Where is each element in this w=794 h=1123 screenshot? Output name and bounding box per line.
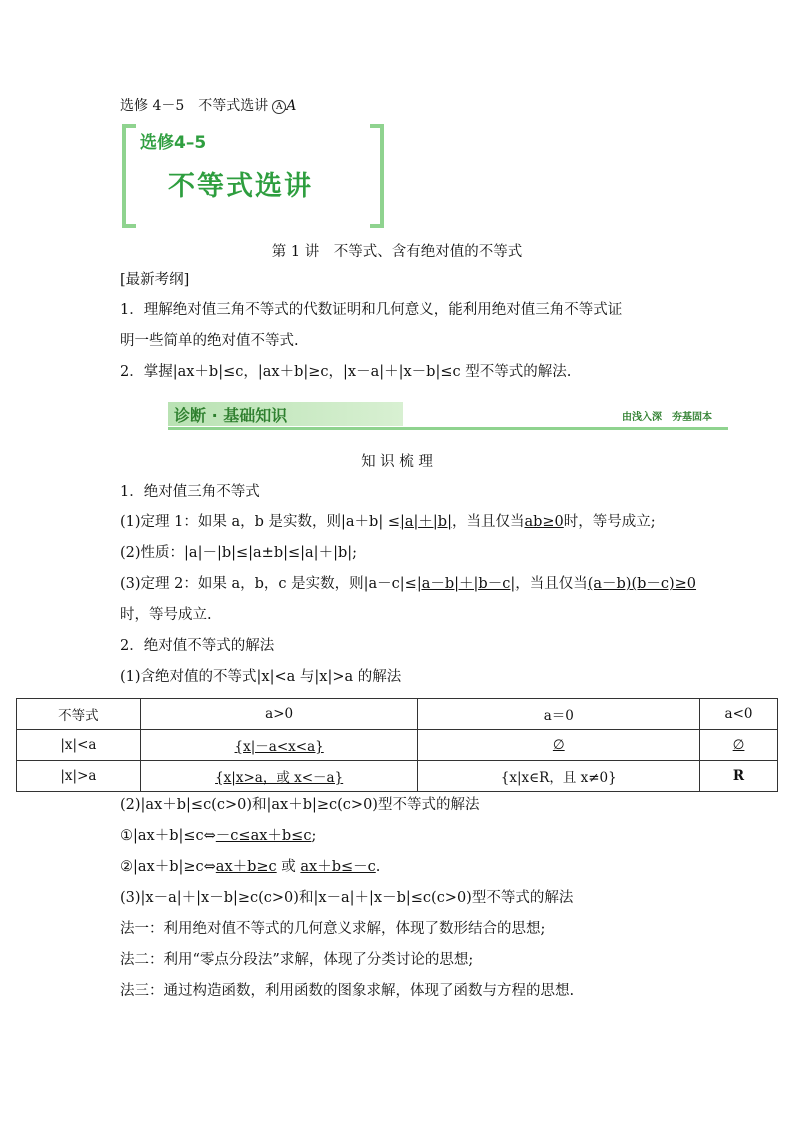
- table-header: a＝0: [418, 699, 700, 730]
- section-bar: [168, 402, 728, 430]
- page-header: 选修 4－5 不等式选讲 A A: [120, 98, 297, 114]
- p3-sub2: (2)|ax＋b|≤c(c>0)和|ax＋b|≥c(c>0)型不等式的解法: [120, 797, 480, 813]
- table-cell: ∅: [700, 730, 778, 761]
- theorem2: (3)定理 2：如果 a，b，c 是实数，则|a－c|≤|a－b|＋|b－c|，当且仅当(a－b)(b－c)≥0: [120, 576, 697, 592]
- solution-table: [16, 698, 778, 792]
- circled-a-icon: A: [272, 100, 286, 114]
- outline-heading: [最新考纲]: [120, 272, 190, 288]
- p3-sub3: (3)|x－a|＋|x－b|≥c(c>0)和|x－a|＋|x－b|≤c(c>0)型不等式的解法: [120, 890, 574, 906]
- table-cell: ∅: [418, 730, 700, 761]
- section-title: 诊断 · 基础知识: [174, 406, 288, 425]
- method1: 法一：利用绝对值不等式的几何意义求解，体现了数形结合的思想;: [120, 921, 546, 937]
- banner-subtitle: 选修4–5: [140, 133, 207, 153]
- table-header: a<0: [700, 699, 778, 730]
- table-header: 不等式: [17, 699, 141, 730]
- theorem2-line2: 时，等号成立.: [120, 607, 212, 623]
- table-row: [17, 761, 778, 792]
- p2-sub1: (1)含绝对值的不等式|x|<a 与|x|>a 的解法: [120, 669, 402, 685]
- table-cell: {x|－a<x<a}: [140, 730, 418, 761]
- bracket-right-icon: [370, 124, 384, 228]
- header-symbol: A: [286, 98, 297, 114]
- section-tag: 由浅入深 夯基固本: [622, 412, 712, 423]
- table-cell: |x|>a: [17, 761, 141, 792]
- theorem1: (1)定理 1：如果 a，b 是实数，则|a＋b| ≤|a|＋|b|，当且仅当ab≥0时，等号成立;: [120, 514, 656, 530]
- p1-heading: 1．绝对值三角不等式: [120, 484, 260, 500]
- table-header: a>0: [140, 699, 418, 730]
- p2-heading: 2．绝对值不等式的解法: [120, 638, 275, 654]
- table-cell: R: [700, 761, 778, 792]
- outline-item1-line2: 明一些简单的绝对值不等式.: [120, 333, 299, 349]
- lecture-title: 第 1 讲 不等式、含有绝对值的不等式: [271, 244, 523, 260]
- section-divider: [168, 427, 728, 430]
- chapter-banner: [122, 124, 384, 224]
- outline-item2: 2．掌握|ax＋b|≤c，|ax＋b|≥c，|x－a|＋|x－b|≤c 型不等式的解法.: [120, 364, 572, 380]
- banner-title: 不等式选讲: [168, 171, 313, 202]
- outline-item1-line1: 1．理解绝对值三角不等式的代数证明和几何意义，能利用绝对值三角不等式证: [120, 302, 623, 318]
- method2: 法二：利用“零点分段法”求解，体现了分类讨论的思想;: [120, 952, 474, 968]
- table-cell: |x|<a: [17, 730, 141, 761]
- table-cell: {x|x∈R，且 x≠0}: [418, 761, 700, 792]
- case2: ②|ax＋b|≥c⇔ax＋b≥c 或 ax＋b≤－c.: [120, 859, 381, 875]
- case1: ①|ax＋b|≤c⇔－c≤ax＋b≤c;: [120, 828, 317, 844]
- table-row: [17, 730, 778, 761]
- bracket-left-icon: [122, 124, 136, 228]
- method3: 法三：通过构造函数，利用函数的图象求解，体现了函数与方程的思想.: [120, 983, 575, 999]
- knowledge-title: 知 识 梳 理: [361, 454, 433, 470]
- property: (2)性质：|a|－|b|≤|a±b|≤|a|＋|b|;: [120, 545, 358, 561]
- table-cell: {x|x>a，或 x<－a}: [140, 761, 418, 792]
- table-row: [17, 699, 778, 730]
